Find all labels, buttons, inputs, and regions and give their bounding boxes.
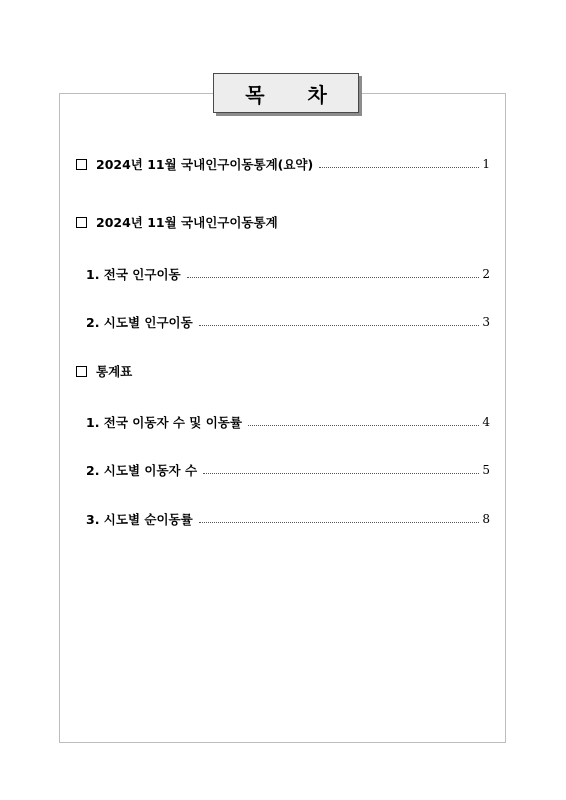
toc-page-number: 1 — [482, 157, 490, 171]
toc-entry-label: 1. 전국 이동자 수 및 이동률 — [86, 415, 242, 430]
toc-page-number: 2 — [482, 267, 490, 281]
dot-leader — [248, 425, 479, 426]
dot-leader — [203, 473, 479, 474]
toc-entry-regional-net-migration-rate[interactable] — [86, 509, 490, 529]
toc-entry-regional-migrants[interactable] — [86, 460, 490, 480]
toc-entry-summary[interactable] — [76, 154, 490, 174]
toc-entry-label: 1. 전국 인구이동 — [86, 267, 181, 282]
toc-entry-label: 2. 시도별 이동자 수 — [86, 463, 198, 478]
toc-page-number: 8 — [482, 512, 490, 526]
toc-title: 목 차 — [213, 73, 359, 113]
dot-leader — [199, 522, 480, 523]
toc-entry-national-migrants-rate[interactable] — [86, 412, 490, 432]
toc-entry-label: 2. 시도별 인구이동 — [86, 315, 193, 330]
checkbox-bullet-icon — [76, 159, 87, 170]
toc-page-number: 3 — [482, 315, 490, 329]
toc-entry-label: 통계표 — [96, 364, 133, 379]
toc-entry-label: 2024년 11월 국내인구이동통계 — [96, 215, 278, 230]
toc-entry-label: 2024년 11월 국내인구이동통계(요약) — [96, 157, 314, 172]
toc-entry-main-section[interactable] — [76, 212, 490, 232]
toc-page-number: 5 — [482, 463, 490, 477]
checkbox-bullet-icon — [76, 217, 87, 228]
toc-entry-national-migration[interactable] — [86, 264, 490, 284]
dot-leader — [319, 167, 479, 168]
checkbox-bullet-icon — [76, 366, 87, 377]
toc-page-number: 4 — [482, 415, 490, 429]
toc-entry-statistical-tables[interactable] — [76, 361, 490, 381]
dot-leader — [199, 325, 480, 326]
dot-leader — [187, 277, 480, 278]
toc-entry-regional-migration[interactable] — [86, 312, 490, 332]
toc-entry-label: 3. 시도별 순이동률 — [86, 512, 193, 527]
